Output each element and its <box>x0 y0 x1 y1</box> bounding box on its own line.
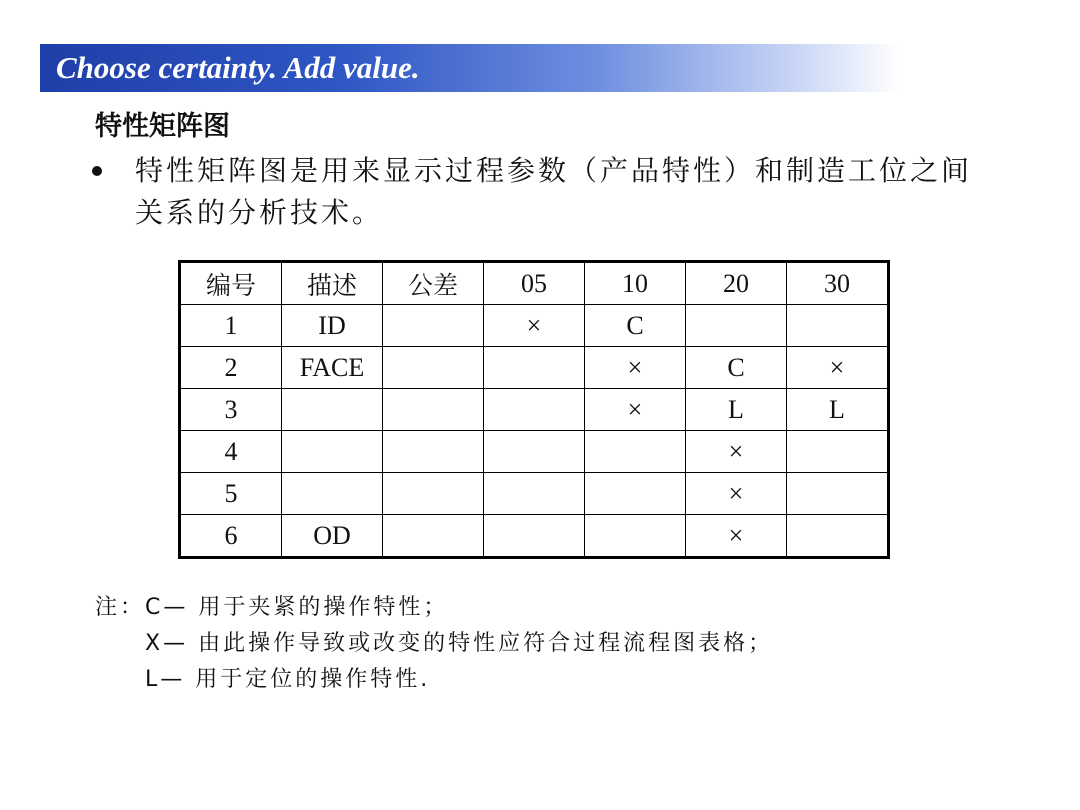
header-cell-op-05: 05 <box>484 262 585 305</box>
table-cell: × <box>686 473 787 515</box>
table-cell <box>585 473 686 515</box>
header-cell-op-20: 20 <box>686 262 787 305</box>
table-cell: × <box>484 305 585 347</box>
table-cell: 1 <box>180 305 282 347</box>
table-cell <box>282 389 383 431</box>
header-cell-tolerance: 公差 <box>383 262 484 305</box>
note-line-x: X— 由此操作导致或改变的特性应符合过程流程图表格； <box>145 631 774 656</box>
table-cell <box>787 473 889 515</box>
table-cell: C <box>585 305 686 347</box>
table-cell: × <box>686 431 787 473</box>
table-cell <box>282 473 383 515</box>
table-cell <box>686 305 787 347</box>
table-cell <box>585 431 686 473</box>
table-header-row <box>180 262 889 305</box>
table-cell: × <box>585 389 686 431</box>
table-cell <box>383 515 484 558</box>
table-cell: ID <box>282 305 383 347</box>
table-cell <box>383 305 484 347</box>
note-line-c <box>95 590 773 626</box>
notes-prefix: 注： <box>95 595 146 620</box>
table-cell <box>484 473 585 515</box>
header-cell-number: 编号 <box>180 262 282 305</box>
table-cell: × <box>585 347 686 389</box>
table-row <box>180 431 889 473</box>
table-row <box>180 305 889 347</box>
header-cell-op-10: 10 <box>585 262 686 305</box>
table-cell: 2 <box>180 347 282 389</box>
table-cell <box>787 431 889 473</box>
table-cell: L <box>686 389 787 431</box>
note-text-c: C— 用于夹紧的操作特性； <box>145 595 449 620</box>
bullet-icon <box>92 166 102 176</box>
table-row <box>180 389 889 431</box>
table-cell: L <box>787 389 889 431</box>
table-cell <box>787 515 889 558</box>
table-cell: 5 <box>180 473 282 515</box>
table-cell: 3 <box>180 389 282 431</box>
table-cell: FACE <box>282 347 383 389</box>
bullet-text: 特性矩阵图是用来显示过程参数（产品特性）和制造工位之间关系的分析技术。 <box>135 154 973 229</box>
title-banner <box>40 44 900 92</box>
table-cell: × <box>686 515 787 558</box>
table-cell <box>383 347 484 389</box>
note-line-l: L— 用于定位的操作特性. <box>145 667 431 692</box>
table-cell: C <box>686 347 787 389</box>
table-cell <box>484 389 585 431</box>
table-row <box>180 515 889 558</box>
header-cell-description: 描述 <box>282 262 383 305</box>
table-cell <box>383 389 484 431</box>
header-cell-op-30: 30 <box>787 262 889 305</box>
section-heading: 特性矩阵图 <box>95 111 230 142</box>
table-cell <box>383 473 484 515</box>
table-cell: 4 <box>180 431 282 473</box>
table-cell <box>484 515 585 558</box>
table-cell <box>585 515 686 558</box>
table-cell <box>787 305 889 347</box>
banner-title: Choose certainty. Add value. <box>56 50 420 85</box>
table-cell: 6 <box>180 515 282 558</box>
table-cell <box>484 431 585 473</box>
table-cell <box>484 347 585 389</box>
table-row <box>180 473 889 515</box>
table-cell: × <box>787 347 889 389</box>
characteristic-matrix-table <box>178 260 890 559</box>
notes <box>95 590 773 698</box>
table-cell: OD <box>282 515 383 558</box>
table-row <box>180 347 889 389</box>
table-cell <box>383 431 484 473</box>
table-cell <box>282 431 383 473</box>
